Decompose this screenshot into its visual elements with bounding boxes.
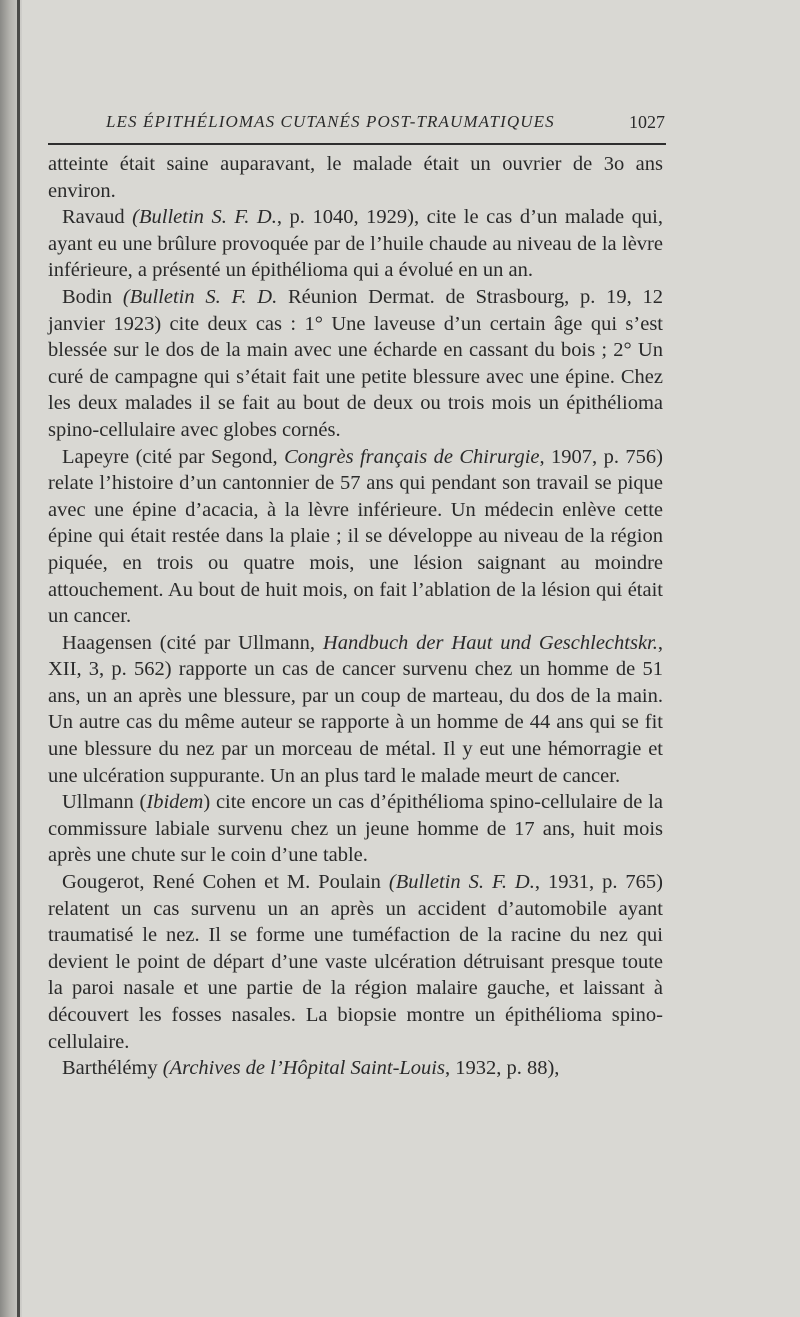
text-run: Haagensen (cité par Ullmann, [62,631,323,654]
paragraph-bodin [48,284,663,444]
running-header [48,100,663,140]
text-run: , 1907, p. 756) relate l’histoire d’un cantonnier de 57 ans qui pendant son travail se pique avec une épine d’acacia, à la lèvre inférieure. Un médecin enlève cette épine qui était restée dans la plaie ; il se développe au niveau de la région piquée, en trois ou quatre mois, une lésion saignant au moindre attouchement. Au bout de huit mois, on fait l’ablation de la lésion qui était un cancer. [48,445,663,628]
page-gutter-edge [17,0,20,1317]
running-title: LES ÉPITHÉLIOMAS CUTANÉS POST-TRAUMATIQUES [106,112,555,131]
paragraph-gougerot [48,869,663,1055]
citation-title: (Archives de l’Hôpital Saint-Louis [162,1057,445,1080]
text-run: Ravaud [62,206,133,229]
citation-title: Ibidem [146,791,204,814]
paragraph-haagensen [48,630,663,790]
body-text [48,151,663,1082]
text-run: atteinte était saine auparavant, le malade était un ouvrier de 3o ans environ. [48,153,663,202]
citation-title: Handbuch der Haut und Geschlechtskr. [322,631,658,654]
text-run: Réunion Dermat. de Strasbourg, p. 19, 12 janvier 1923) cite deux cas : 1° Une laveuse d’un certain âge qui s’est blessée sur le dos de la main avec une écharde en cassant du bois ; 2° Un curé de campagne qui s’était fait une petite blessure avec une épine. Chez les deux malades il se fait au bout de deux ou trois mois un épithélioma spino-cellulaire avec globes cornés. [48,285,663,441]
header-rule [48,143,666,145]
text-run: ) cite encore un cas d’épithélioma spino-cellulaire de la commissure labiale survenu chez un jeune homme de 17 ans, huit mois après une chute sur le coin d’une table. [48,791,663,867]
paragraph-continuation [48,151,663,204]
paragraph-ravaud [48,204,663,284]
text-run: Barthélémy [62,1057,163,1080]
paragraph-lapeyre [48,444,663,630]
paragraph-ullmann [48,789,663,869]
text-run: Lapeyre (cité par Segond, [62,445,285,468]
paragraph-barthelemy [48,1055,663,1082]
text-run: Bodin [62,285,123,308]
page-number: 1027 [629,112,665,132]
book-page [48,100,663,1082]
text-run: , 1931, p. 765) relatent un cas survenu un an après un accident d’automobile ayant traumatisé le nez. Il se forme une tuméfaction de la racine du nez qui devient le point de départ d’une vaste ulcération détruisant presque toute la paroi nasale et une partie de la région malaire gauche, et laissant à découvert les fosses nasales. La biopsie montre un épithélioma spino-cellulaire. [48,871,664,1053]
citation-title: (Bulletin S. F. D. [122,285,278,308]
citation-title: (Bulletin S. F. D. [132,206,277,229]
citation-title: (Bulletin S. F. D. [388,871,535,894]
text-run: Gougerot, René Cohen et M. Poulain [62,871,389,894]
text-run: , p. 1040, 1929), cite le cas d’un malade qui, ayant eu une brûlure provoquée par de l’huile chaude au niveau de la lèvre inférieure, a présenté un épithélioma qui a évolué en un an. [48,206,663,282]
text-run: Ullmann ( [62,791,147,814]
citation-title: Congrès français de Chirurgie [284,445,540,468]
text-run: , XII, 3, p. 562) rapporte un cas de cancer survenu chez un homme de 51 ans, un an après une blessure, par un coup de marteau, du dos de la main. Un autre cas du même auteur se rapporte à un homme de 44 ans qui se fit une blessure du nez par un morceau de métal. Il y eut une hémorragie et une ulcération suppurante. Un an plus tard le malade meurt de cancer. [48,631,663,787]
text-run: , 1932, p. 88), [444,1057,560,1080]
